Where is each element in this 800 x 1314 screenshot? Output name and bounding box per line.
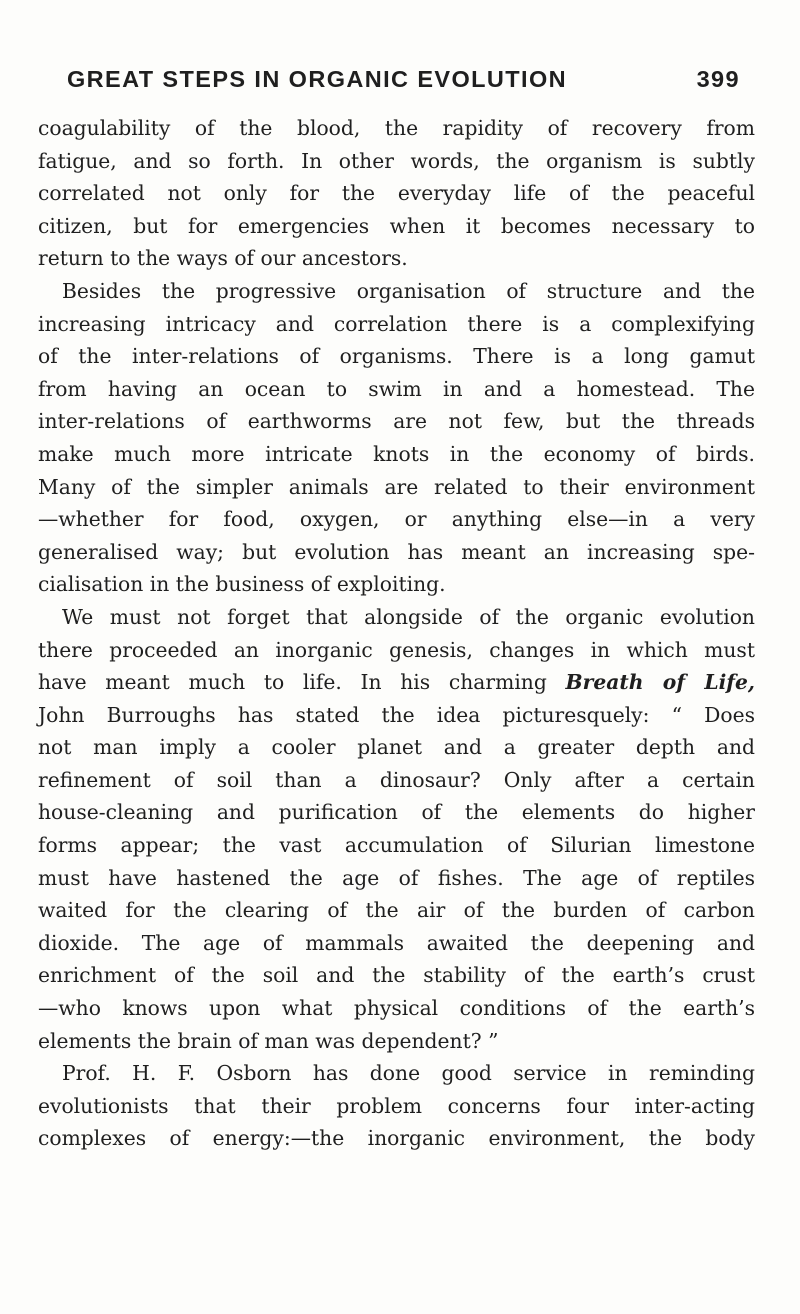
text-line: fatigue, and so forth. In other words, the organism is subtly xyxy=(38,148,755,173)
page-body xyxy=(38,112,755,1155)
text-line: Besides the progressive organisation of structure and the xyxy=(62,278,755,303)
text-line: of the inter-relations of organisms. There is a long gamut xyxy=(38,344,755,369)
paragraph xyxy=(38,1057,755,1155)
text-line: forms appear; the vast accumulation of Silurian limestone xyxy=(38,833,755,858)
text-line: John Burroughs has stated the idea picturesquely: “ Does xyxy=(38,702,755,727)
book-title: Breath of Life, xyxy=(565,670,755,695)
text-line: increasing intricacy and correlation there is a complexifying xyxy=(38,311,755,336)
text-line: elements the brain of man was dependent? ” xyxy=(38,1028,499,1053)
text-line: citizen, but for emergencies when it becomes necessary to xyxy=(38,213,755,238)
text-line: correlated not only for the everyday life of the peaceful xyxy=(38,181,755,206)
text-line: there proceeded an inorganic genesis, changes in which must xyxy=(38,637,755,662)
text-line: generalised way; but evolution has meant an increasing spe- xyxy=(38,539,755,564)
text-line: enrichment of the soil and the stability of the earth’s crust xyxy=(38,963,755,988)
text-line: from having an ocean to swim in and a homestead. The xyxy=(38,376,755,401)
text-line: We must not forget that alongside of the organic evolution xyxy=(62,604,755,629)
running-header xyxy=(67,66,740,96)
text-line: cialisation in the business of exploiting. xyxy=(38,572,446,597)
text-line: waited for the clearing of the air of the burden of carbon xyxy=(38,898,755,923)
running-title: GREAT STEPS IN ORGANIC EVOLUTION xyxy=(67,66,568,92)
page-number: 399 xyxy=(696,66,740,92)
text-line: refinement of soil than a dinosaur? Only after a certain xyxy=(38,767,755,792)
text-line: evolutionists that their problem concerns four inter-acting xyxy=(38,1093,755,1118)
text-line: Many of the simpler animals are related to their environment xyxy=(38,474,755,499)
text-line: coagulability of the blood, the rapidity of recovery from xyxy=(38,116,755,140)
text-line-with-title xyxy=(38,666,755,699)
text-line: Prof. H. F. Osborn has done good service in reminding xyxy=(62,1061,755,1086)
text-line: —whether for food, oxygen, or anything else—in a very xyxy=(38,507,755,532)
text-line: house-cleaning and purification of the elements do higher xyxy=(38,800,755,825)
text-line: must have hastened the age of fishes. The age of reptiles xyxy=(38,865,755,890)
paragraph xyxy=(38,112,755,275)
text-line: complexes of energy:—the inorganic environment, the body xyxy=(38,1126,755,1151)
text-line: dioxide. The age of mammals awaited the deepening and xyxy=(38,930,755,955)
text-line: not man imply a cooler planet and a greater depth and xyxy=(38,735,755,760)
text-line: return to the ways of our ancestors. xyxy=(38,246,408,271)
text-line: make much more intricate knots in the economy of birds. xyxy=(38,441,755,466)
text-line: inter-relations of earthworms are not few, but the threads xyxy=(38,409,755,434)
text-fragment: have meant much to life. In his charming xyxy=(38,670,547,695)
paragraph xyxy=(38,601,755,1057)
paragraph xyxy=(38,275,755,601)
text-line: —who knows upon what physical conditions of the earth’s xyxy=(38,996,755,1021)
